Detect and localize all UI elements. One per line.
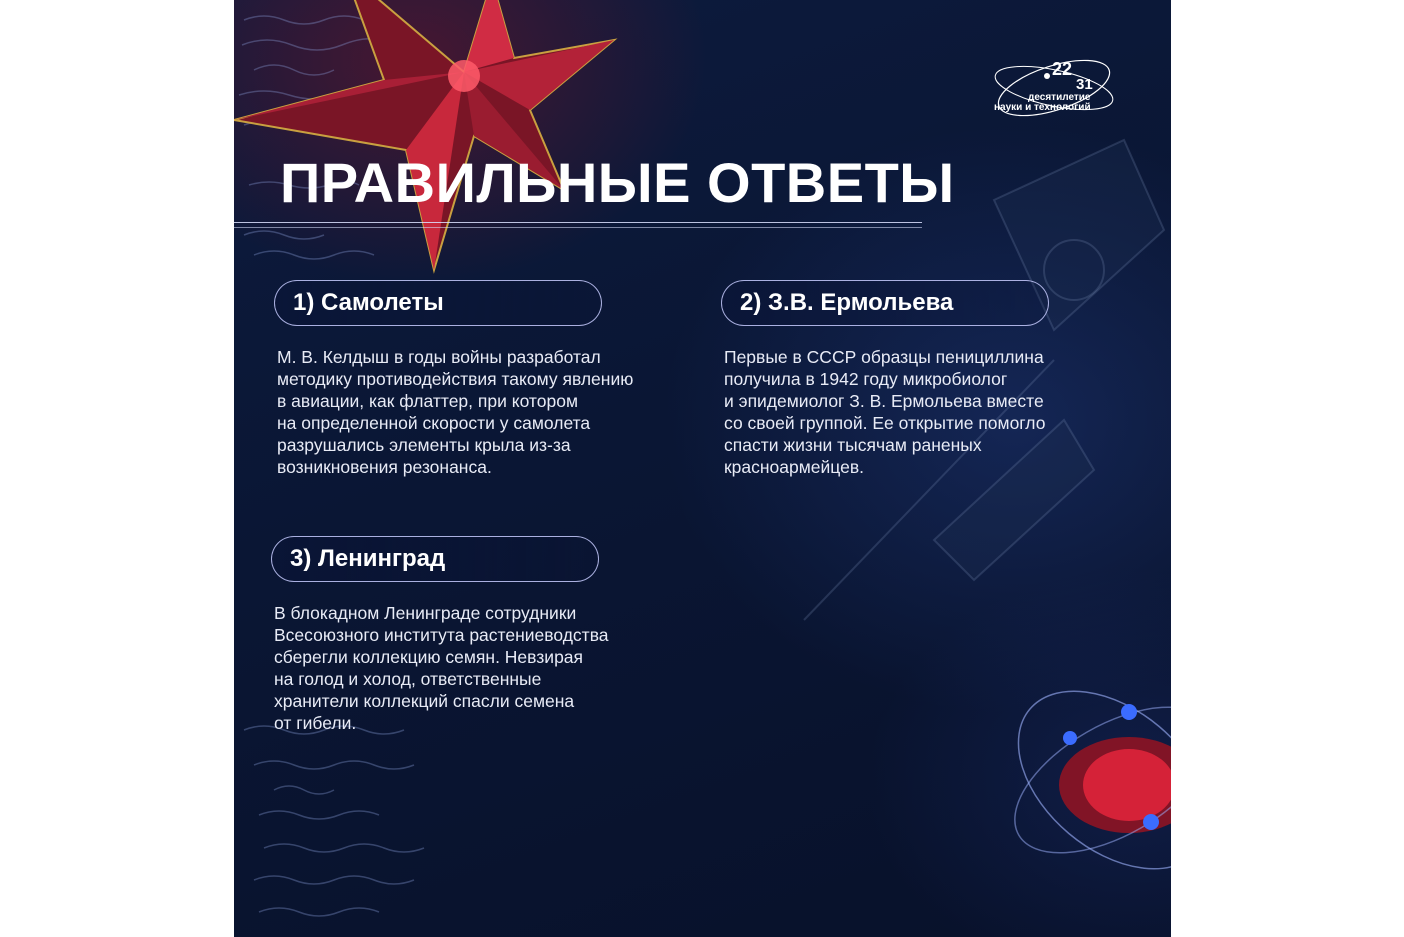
logo-line2: науки и технологий: [994, 102, 1091, 113]
logo-years-top: 22: [1052, 59, 1073, 79]
decade-logo-icon: [990, 44, 1116, 130]
slide: [234, 0, 1171, 937]
answer-1-text: М. В. Келдыш в годы войны разработал методику противодействия такому явлению в авиации, как флаттер, при котором на определенной скорости у самолета разрушались элементы крыла из-за возникновения резонанса.: [277, 347, 634, 477]
answer-1-label: 1) Самолеты: [274, 280, 602, 326]
kremlin-star-icon: [234, 0, 614, 270]
answer-2-text: Первые в СССР образцы пенициллина получила в 1942 году микробиолог и эпидемиолог З. В. Ермольева вместе со своей группой. Ее открытие помогло спасти жизни тысячам раненых красноармейцев.: [724, 347, 1046, 477]
answer-3-text: В блокадном Ленинграде сотрудники Всесоюзного института растениеводства сберегли коллекцию семян. Невзирая на голод и холод, ответственные хранители коллекций спасли семена от гибели.: [274, 603, 609, 733]
page-title: ПРАВИЛЬНЫЕ ОТВЕТЫ: [280, 151, 955, 214]
title-underline: [234, 222, 922, 228]
logo-years-bottom: 31: [1076, 76, 1093, 93]
atom-icon: [985, 656, 1171, 905]
logo-line1: десятилетие: [1028, 92, 1091, 103]
answer-3-label: 3) Ленинград: [271, 536, 599, 582]
answer-2-label: 2) З.В. Ермольева: [721, 280, 1049, 326]
